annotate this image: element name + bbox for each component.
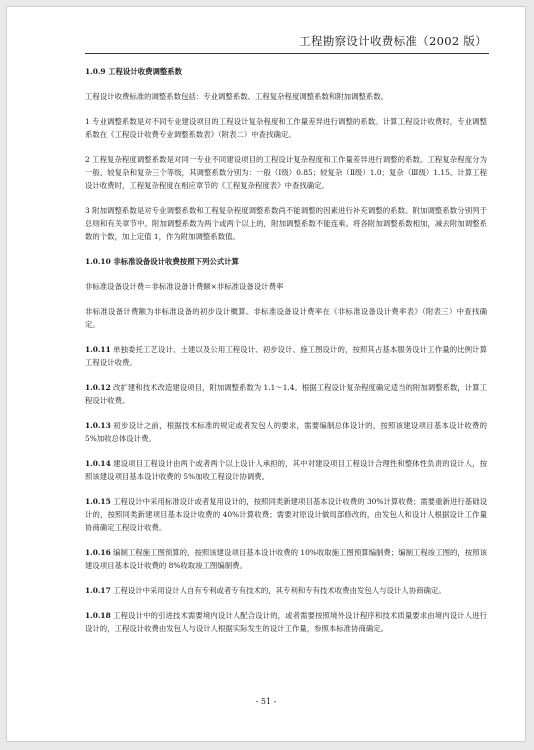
clause-number: 1.0.11 — [85, 345, 111, 354]
clause-text: 改扩建和技术改造建设项目，附加调整系数为 1.1～1.4。根据工程设计复杂程度确定适当的附加调整系数，计算工程设计收费。 — [85, 383, 487, 405]
clause-text: 单独委托工艺设计、土建以及公用工程设计、初步设计、施工图设计的，按照其占基本服务设计工作量的比例计算工程设计收费。 — [85, 345, 487, 367]
clause-number: 1.0.13 — [85, 421, 111, 430]
page-content — [85, 65, 487, 635]
header-rule — [85, 53, 489, 54]
clause-number: 1.0.18 — [85, 611, 111, 620]
clause-number: 1.0.16 — [85, 548, 111, 557]
clause-text: 工程设计中采用标准设计或者复用设计的，按照同类新建项目基本设计收费的 30%计算收费；需要重新进行基础设计的，按照同类新建项目基本设计收费的 40%计算收费；需要对原设计做局部修改的，由发包人和设计人根据设计工作量协商确定工程设计收费。 — [85, 497, 487, 532]
section-heading-1-0-10: 1.0.10 非标准设备设计收费按照下列公式计算 — [85, 257, 239, 266]
page-header: 工程勘察设计收费标准（2002 版） — [299, 34, 487, 48]
paragraph-adjust-3: 3 附加调整系数是对专业调整系数和工程复杂程度调整系数尚不能调整的因素进行补充调整的系数。附加调整系数分别列于总则和有关章节中。附加调整系数为两个或两个以上的，附加调整系数不能连乘。将各附加调整系数相加，减去附加调整系数的个数，加上定值 1，作为附加调整系数值。 — [85, 206, 487, 241]
paragraph-1-0-16 — [85, 546, 487, 572]
clause-text: 初步设计之前，根据技术标准的规定或者发包人的要求，需要编制总体设计的，按照该建设项目基本设计收费的 5%加收总体设计费。 — [85, 421, 487, 443]
paragraph-1-0-14 — [85, 457, 487, 483]
clause-text: 工程设计中的引进技术需要境内设计人配合设计的，或者需要按照境外设计程序和技术质量要求由境内设计人进行设计的，工程设计收费由发包人与设计人根据实际发生的设计工作量，参照本标准协商确定。 — [85, 611, 487, 633]
section-heading-1-0-9: 1.0.9 工程设计收费调整系数 — [85, 67, 183, 76]
clause-number: 1.0.14 — [85, 459, 111, 468]
paragraph-adjust-2: 2 工程复杂程度调整系数是对同一专业不同建设项目的工程设计复杂程度和工作量差异进行调整的系数。工程复杂程度分为一般、较复杂和复杂三个等级，其调整系数分别为：一般（Ⅰ级）0.85；较复杂（Ⅱ级）1.0；复杂（Ⅲ级）1.15。计算工程设计收费时，工程复杂程度在相应章节的《工程复杂程度表》中查找确定。 — [85, 155, 487, 190]
clause-number: 1.0.17 — [85, 586, 111, 595]
paragraph-1-0-15 — [85, 495, 487, 534]
paragraph-1-0-13 — [85, 419, 487, 445]
paragraph-1-0-18 — [85, 609, 487, 635]
paragraph-1-0-17 — [85, 584, 487, 597]
paragraph-formula: 非标准设备设计费＝非标准设备计费额×非标准设备设计费率 — [85, 282, 284, 291]
paragraph-1-0-12 — [85, 381, 487, 407]
paragraph-adjust-1: 1 专业调整系数是对不同专业建设项目的工程设计复杂程度和工作量差异进行调整的系数。计算工程设计收费时，专业调整系数在《工程设计收费专业调整系数表》（附表二）中查找确定。 — [85, 117, 487, 139]
clause-text: 工程设计中采用设计人自有专利或者专有技术的，其专利和专有技术收费由发包人与设计人协商确定。 — [110, 586, 446, 595]
page-number: - 51 - — [255, 697, 277, 706]
clause-number: 1.0.15 — [85, 497, 111, 506]
clause-text: 建设项目工程设计由两个或者两个以上设计人承担的，其中对建设项目工程设计合理性和整体性负责的设计人，按照该建设项目基本设计收费的 5%加收工程设计协调费。 — [85, 459, 487, 481]
document-page — [6, 6, 526, 742]
clause-number: 1.0.12 — [85, 383, 111, 392]
clause-text: 编制工程施工图预算的，按照该建设项目基本设计收费的 10%收取施工图预算编制费；编制工程竣工图的，按照该建设项目基本设计收费的 8%收取竣工图编制费。 — [85, 548, 487, 570]
paragraph-formula-desc: 非标准设备计费额为非标准设备的初步设计概算。非标准设备设计费率在《非标准设备设计费率表》（附表三）中查找确定。 — [85, 307, 487, 329]
paragraph-adjust-intro: 工程设计收费标准的调整系数包括：专业调整系数、工程复杂程度调整系数和附加调整系数。 — [85, 92, 389, 101]
paragraph-1-0-11 — [85, 343, 487, 369]
